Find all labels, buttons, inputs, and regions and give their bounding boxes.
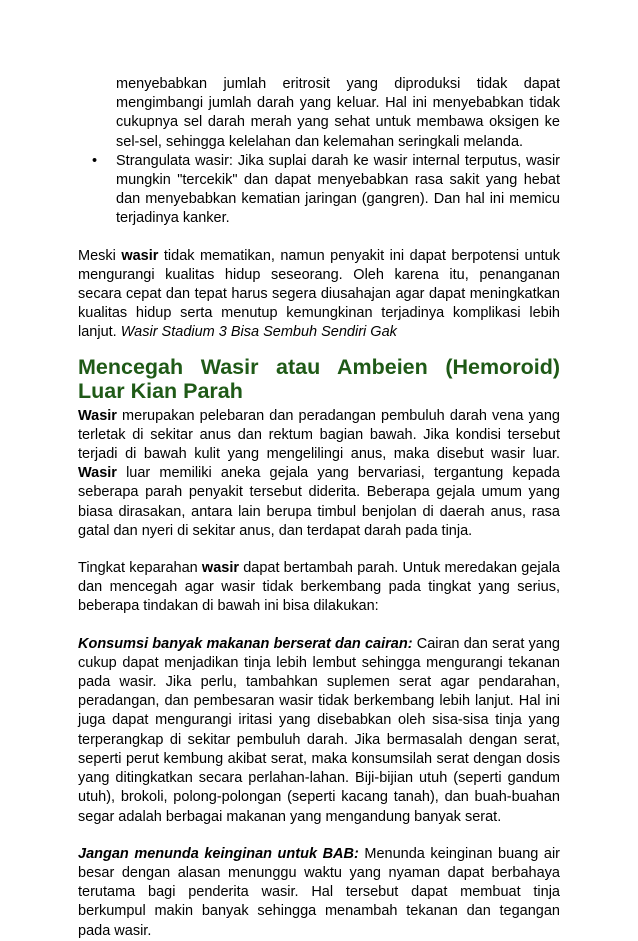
keyword-wasir: Wasir: [78, 465, 117, 482]
tip-title: Jangan menunda keinginan untuk BAB:: [78, 845, 359, 862]
paragraph-summary: Meski wasir tidak mematikan, namun penyakit ini dapat berpotensi untuk mengurangi kualitas hidup seseorang. Oleh karena itu, penanganan secara cepat dan tepat harus segera diusahajan agar dapat meningkatkan kualitas hidup serta menutup kemungkinan terjadinya komplikasi lebih lanjut. Wasir Stadium 3 Bisa Sembuh Sendiri Gak: [78, 247, 560, 341]
paragraph-bab-tip: Jangan menunda keinginan untuk BAB: Menunda keinginan buang air besar dengan alasan menunggu waktu yang nyaman dapat berbahaya terutama bagi penderita wasir. Hal tersebut dapat membuat tinja berkumpul makin banyak sehingga menambah tekanan dan tegangan pada wasir.: [78, 845, 560, 939]
paragraph-definition: Wasir merupakan pelebaran dan peradangan pembuluh darah vena yang terletak di sekitar anus dan rektum bagian bawah. Jika kondisi tersebut terjadi di bawah kulit yang mengelilingi anus, maka disebut wasir luar. Wasir luar memiliki aneka gejala yang bervariasi, tergantung kepada seberapa parah penyakit tersebut diderita. Beberapa gejala umum yang biasa dirasakan, antara lain berupa timbul benjolan di daerah anus, rasa gatal dan nyeri di sekitar anus, dan terdapat darah pada tinja.: [78, 407, 560, 539]
keyword-wasir: wasir: [201, 560, 240, 577]
bullet-icon: •: [92, 152, 98, 169]
tip-title: Konsumsi banyak makanan berserat dan cairan:: [78, 635, 413, 652]
complication-list: [78, 75, 560, 229]
section-heading: Mencegah Wasir atau Ambeien (Hemoroid) Luar Kian Parah: [78, 354, 560, 403]
list-item-text: menyebabkan jumlah eritrosit yang diproduksi tidak dapat mengimbangi jumlah darah yang keluar. Hal ini menyebabkan tidak cukupnya sel darah merah yang sehat untuk membawa oksigen ke sel-sel, sehingga kelelahan dan kelemahan seringkali melanda.: [116, 76, 560, 150]
paragraph-severity: Tingkat keparahan wasir dapat bertambah parah. Untuk meredakan gejala dan mencegah agar wasir tidak berkembang pada tingkat yang serius, beberapa tindakan di bawah ini bisa dilakukan:: [78, 560, 560, 615]
related-article-link[interactable]: Wasir Stadium 3 Bisa Sembuh Sendiri Gak: [120, 324, 397, 341]
list-item-strangulata: [92, 152, 560, 229]
list-item-text: Strangulata wasir: Jika suplai darah ke wasir internal terputus, wasir mungkin "tercekik" dan dapat menyebabkan rasa sakit yang hebat dan menyebabkan kematian jaringan (gangren). Dan hal ini memicu terjadinya kanker.: [116, 152, 560, 227]
keyword-wasir: Wasir: [78, 407, 117, 424]
keyword-wasir: wasir: [121, 247, 159, 264]
list-item-continuation: [116, 75, 560, 152]
paragraph-fiber-tip: Konsumsi banyak makanan berserat dan cairan: Cairan dan serat yang cukup dapat menjadikan tinja lebih lembut sehingga mengurangi tekanan pada wasir. Jika perlu, tambahkan suplemen serat agar pendarahan, peradangan, dan pembesaran wasir tidak berkembang lebih lanjut. Hal ini juga dapat mengurangi iritasi yang disebabkan oleh sisa-sisa tinja yang terperangkap di sekitar pembuluh darah. Jika bermasalah dengan serat, seperti perut kembung akibat serat, maka konsumsilah serat dengan dosis yang ditingkatkan secara perlahan-lahan. Biji-bijian utuh (seperti gandum utuh), brokoli, polong-polongan (seperti kacang tanah), dan buah-buahan segar adalah berbagai makanan yang mengandung banyak serat.: [78, 635, 560, 825]
